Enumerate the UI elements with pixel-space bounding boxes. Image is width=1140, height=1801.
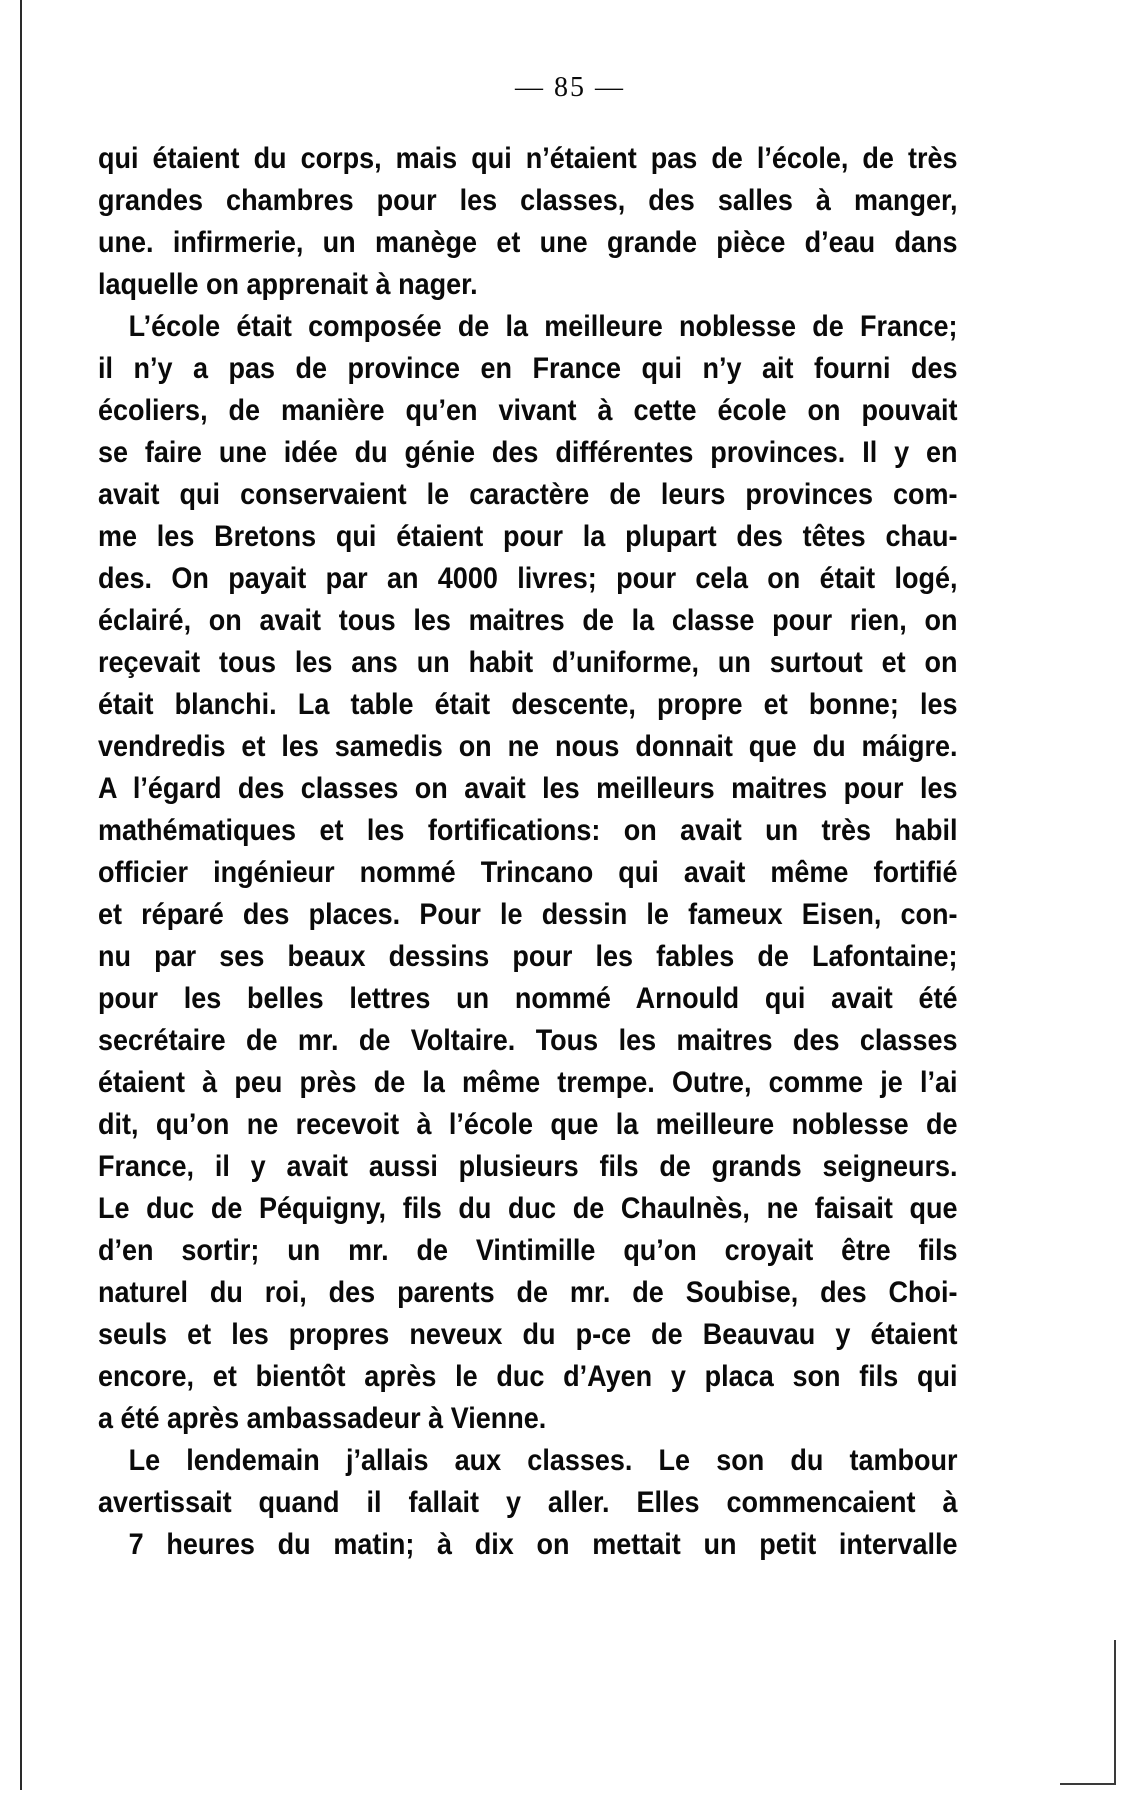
text-line: avait qui conservaient le caractère de leurs provinces com- bbox=[98, 478, 958, 511]
text-line: France, il y avait aussi plusieurs fils de grands seigneurs. bbox=[98, 1150, 958, 1183]
text-line: avertissait quand il fallait y aller. Elles commencaient à bbox=[98, 1486, 958, 1519]
text-line: me les Bretons qui étaient pour la plupart des têtes chau- bbox=[98, 520, 958, 553]
text-line: nu par ses beaux dessins pour les fables de Lafontaine; bbox=[98, 940, 958, 973]
text-line: des. On payait par an 4000 livres; pour cela on était logé, bbox=[98, 562, 958, 595]
text-line: pour les belles lettres un nommé Arnould qui avait été bbox=[98, 982, 958, 1015]
text-line: A l’égard des classes on avait les meilleurs maitres pour les bbox=[98, 772, 958, 805]
text-line: vendredis et les samedis on ne nous donnait que du máigre. bbox=[98, 730, 958, 763]
right-corner-rule bbox=[1114, 1640, 1116, 1785]
text-line: il n’y a pas de province en France qui n’y ait fourni des bbox=[98, 352, 958, 385]
text-line: dit, qu’on ne recevoit à l’école que la meilleure noblesse de bbox=[98, 1108, 958, 1141]
text-line: Le duc de Péquigny, fils du duc de Chaulnès, ne faisait que bbox=[98, 1192, 958, 1225]
page-number: — 85 — bbox=[515, 72, 625, 103]
left-border-rule bbox=[20, 0, 22, 1790]
text-line: était blanchi. La table était descente, propre et bonne; les bbox=[98, 688, 958, 721]
text-line: d’en sortir; un mr. de Vintimille qu’on croyait être fils bbox=[98, 1234, 958, 1267]
text-line: une. infirmerie, un manège et une grande pièce d’eau dans bbox=[98, 226, 958, 259]
bottom-corner-rule bbox=[1060, 1783, 1116, 1785]
text-line: étaient à peu près de la même trempe. Outre, comme je l’ai bbox=[98, 1066, 958, 1099]
text-line: reçevait tous les ans un habit d’uniforme, un surtout et on bbox=[98, 646, 958, 679]
text-line: a été après ambassadeur à Vienne. bbox=[98, 1402, 547, 1435]
text-line: encore, et bientôt après le duc d’Ayen y placa son fils qui bbox=[98, 1360, 958, 1393]
text-line: laquelle on apprenait à nager. bbox=[98, 268, 478, 301]
text-line: qui étaient du corps, mais qui n’étaient pas de l’école, de très bbox=[98, 142, 958, 175]
text-line: éclairé, on avait tous les maitres de la classe pour rien, on bbox=[98, 604, 958, 637]
text-line: L’école était composée de la meilleure noblesse de France; bbox=[128, 310, 958, 343]
text-line: mathématiques et les fortifications: on avait un très habil bbox=[98, 814, 958, 847]
body-text bbox=[98, 138, 958, 1566]
text-line: écoliers, de manière qu’en vivant à cette école on pouvait bbox=[98, 394, 958, 427]
text-line: et réparé des places. Pour le dessin le fameux Eisen, con- bbox=[98, 898, 958, 931]
text-line: 7 heures du matin; à dix on mettait un petit intervalle bbox=[128, 1528, 958, 1561]
text-line: naturel du roi, des parents de mr. de Soubise, des Choi- bbox=[98, 1276, 958, 1309]
text-line: officier ingénieur nommé Trincano qui avait même fortifié bbox=[98, 856, 958, 889]
text-line: secrétaire de mr. de Voltaire. Tous les maitres des classes bbox=[98, 1024, 958, 1057]
text-line: se faire une idée du génie des différentes provinces. Il y en bbox=[98, 436, 958, 469]
text-line: Le lendemain j’allais aux classes. Le son du tambour bbox=[128, 1444, 958, 1477]
text-line: seuls et les propres neveux du p-ce de Beauvau y étaient bbox=[98, 1318, 958, 1351]
text-line: grandes chambres pour les classes, des salles à manger, bbox=[98, 184, 958, 217]
